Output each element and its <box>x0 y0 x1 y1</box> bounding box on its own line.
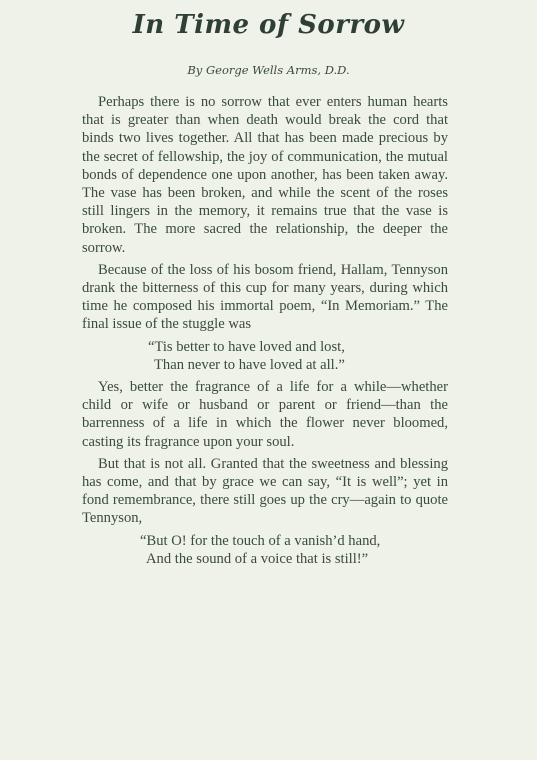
verse-line: And the sound of a voice that is still!” <box>146 550 369 567</box>
verse-quote-1 <box>82 338 448 374</box>
verse-quote-2 <box>82 532 448 568</box>
paragraph-3: Yes, better the fragrance of a life for a while—whether child or wife or husband or parent or friend—than the barrenness of a life in which the flower never bloomed, casting its fragrance upon your soul. <box>82 379 448 450</box>
page-title: In Time of Sorrow <box>132 10 405 40</box>
verse-line: Than never to have loved at all.” <box>154 356 345 373</box>
author-byline: By George Wells Arms, D.D. <box>187 63 350 77</box>
article-body <box>82 93 448 572</box>
paragraph-4: But that is not all. Granted that the sweetness and blessing has come, and that by grace we can say, “It is well”; yet in fond remembrance, there still goes up the cry—again to quote Tennyson, <box>82 455 448 527</box>
paragraph-1: Perhaps there is no sorrow that ever enters human hearts that is greater than when death would break the cord that binds two lives together. All that has been made precious by the secret of fellowship, the joy of communication, the mutual bonds of dependence one upon another, has been taken away. The vase has been broken, and while the scent of the roses still lingers in the memory, it remains true that the vase is broken. The more sacred the relationship, the deeper the sorrow. <box>82 94 448 256</box>
paragraph-2: Because of the loss of his bosom friend, Hallam, Tennyson drank the bitterness of this cup for many years, during which time he composed his immortal poem, “In Memoriam.” The final issue of the stuggle was <box>82 261 448 333</box>
verse-line: “But O! for the touch of a vanish’d hand, <box>140 532 381 549</box>
verse-line: “Tis better to have loved and lost, <box>148 338 345 355</box>
